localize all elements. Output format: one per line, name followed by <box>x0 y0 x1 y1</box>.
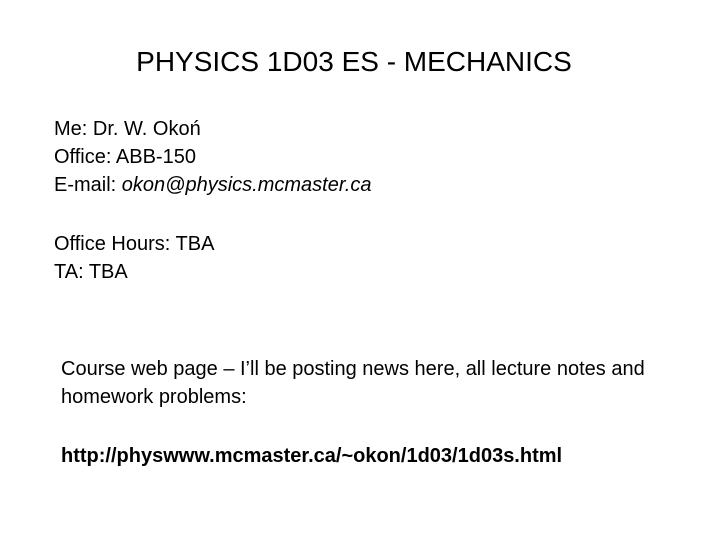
instructor-label: Me: <box>54 118 93 140</box>
office-hours: Office Hours: TBA <box>54 233 215 255</box>
slide-title: PHYSICS 1D03 ES - MECHANICS <box>136 46 572 77</box>
email-label: E-mail: <box>54 174 122 196</box>
ta-line: TA: TBA <box>54 261 128 283</box>
course-url-link[interactable]: http://physwww.mcmaster.ca/~okon/1d03/1d03s.html <box>61 445 563 467</box>
office-value: ABB-150 <box>115 146 196 168</box>
instructor-line <box>54 115 371 143</box>
instructor-name: Dr. W. Okoń <box>92 118 201 140</box>
email-line <box>54 171 371 199</box>
office-label: Office: <box>54 146 116 168</box>
email-address[interactable]: okon@physics.mcmaster.ca <box>121 174 372 196</box>
course-description: Course web page – I’ll be posting news here, all lecture notes and homework problems: <box>61 358 645 408</box>
hours-block <box>54 230 214 286</box>
office-line <box>54 143 371 171</box>
contact-block <box>54 115 371 199</box>
